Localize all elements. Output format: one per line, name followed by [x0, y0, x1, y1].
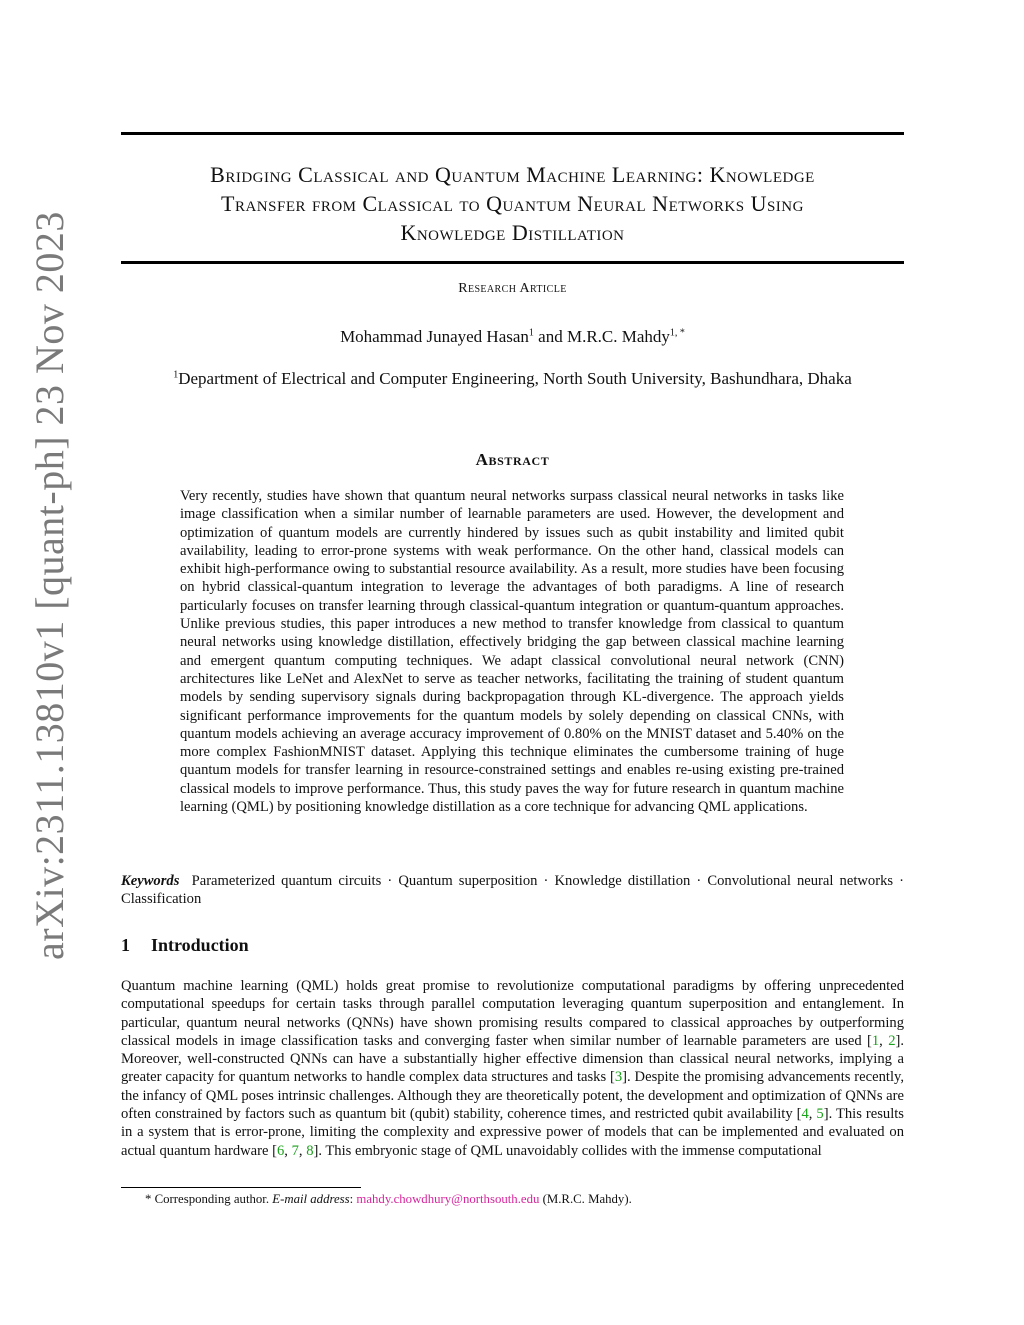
keywords-text: Parameterized quantum circuits · Quantum superposition · Knowledge distillation · Convolutional neural networks · Classification: [121, 873, 905, 907]
section-title: Introduction: [151, 935, 249, 955]
keywords-label: Keywords: [121, 873, 180, 889]
abstract-body: Very recently, studies have shown that quantum neural networks surpass classical neural networks in tasks like image classification when a similar number of learnable parameters are used. However, the development and optimization of quantum models are currently hindered by issues such as qubit instability and limited qubit availability, leading to error-prone systems with weak performance. On the other hand, classical models can exhibit high-performance owing to substantial resource availability. As a result, more studies have been focusing on hybrid classical-quantum integration to leverage the advantages of both paradigms. A line of research particularly focuses on transfer learning through classical-quantum integration or quantum-quantum approaches. Unlike previous studies, this paper introduces a new method to transfer knowledge from classical to quantum neural networks using knowledge distillation, effectively bridging the gap between classical machine learning and emergent quantum computing techniques. We adapt classical convolutional neural network (CNN) architectures like LeNet and AlexNet to serve as teacher networks, facilitating the training of student quantum models by sending supervisory signals during backpropagation through KL-divergence. The approach yields significant performance improvements for the quantum models by solely depending on classical CNNs, with quantum models achieving an average accuracy improvement of 0.80% on the MNIST dataset and 5.40% on the more complex FashionMNIST dataset. Applying this technique eliminates the cumbersome training of huge quantum models for transfer learning in resource-constrained settings and enables re-using existing pre-trained classical models to improve performance. Thus, this study paves the way for future research in quantum machine learning (QML) by positioning knowledge distillation as a core technique for advancing QML applications.: [180, 488, 844, 816]
citation-link[interactable]: 1: [871, 1032, 880, 1049]
section-heading: [121, 935, 249, 956]
intro-text: ]. This results in a system that is error-prone, limiting the complexity and expressive power of models that can be implemented and evaluated on actual quantum hardware [: [121, 1106, 904, 1159]
article-type: Research Article: [458, 281, 567, 296]
author-name: M.R.C. Mahdy: [566, 327, 670, 346]
title-line: Bridging Classical and Quantum Machine Learning: Knowledge: [210, 162, 815, 187]
footnote-rule: [121, 1187, 361, 1188]
intro-text: ,: [879, 1032, 889, 1049]
footnote-label: E-mail address: [272, 1192, 350, 1206]
footnote-colon: :: [349, 1192, 357, 1206]
title-bottom-rule: [121, 261, 904, 264]
affiliation-sup: 1: [173, 369, 179, 381]
author-sup: 1: [528, 327, 534, 339]
affiliation: [121, 369, 904, 389]
intro-text: ]. Moreover, well-constructed QNNs can have a substantially higher effective dimension than classical neural networks, implying a greater capacity for quantum networks to handle complex data structures and tasks [: [121, 1032, 904, 1086]
intro-text: ]. This embryonic stage of QML unavoidably collides with the immense computational: [313, 1142, 822, 1159]
paper-title: [121, 160, 904, 247]
citation-link[interactable]: 4: [801, 1106, 809, 1123]
intro-text: ,: [298, 1142, 307, 1159]
footnote-marker: * Corresponding author.: [145, 1192, 273, 1206]
title-line: Knowledge Distillation: [400, 220, 625, 245]
arxiv-side-stamp: arXiv:2311.13810v1 [quant-ph] 23 Nov 2023: [27, 211, 72, 960]
author-sup: 1, *: [669, 327, 685, 339]
authors: [121, 327, 904, 347]
intro-text: ,: [284, 1142, 292, 1159]
abstract-heading: Abstract: [475, 450, 550, 469]
section-number: 1: [121, 935, 130, 955]
citation-link[interactable]: 5: [816, 1106, 824, 1123]
intro-text: ]. Despite the promising advancements recently, the infancy of QML poses intrinsic challenges. Although they are theoretically potent, the development and optimization of QNNs are often constrained by factors such as quantum bit (qubit) stability, coherence times, and restricted qubit availability [: [121, 1069, 905, 1123]
footnote: [145, 1192, 632, 1207]
footnote-after: (M.R.C. Mahdy).: [539, 1192, 632, 1206]
citation-link[interactable]: 7: [291, 1142, 299, 1159]
intro-text: Quantum machine learning (QML) holds great promise to revolutionize computational paradigms by offering unprecedented computational speedups for certain tasks through parallel computation leveraging quantum superposition and entanglement. In particular, quantum neural networks (QNNs) have shown promising results compared to classical approaches by outperforming classical models in image classification tasks and converging faster when similar number of learnable parameters are used [: [121, 978, 904, 1049]
citation-link[interactable]: 6: [277, 1142, 285, 1159]
title-line: Transfer from Classical to Quantum Neural Networks Using: [221, 191, 804, 216]
author-connector: and: [533, 327, 567, 346]
author-name: Mohammad Junayed Hasan: [340, 327, 529, 346]
affiliation-text: Department of Electrical and Computer Engineering, North South University, Bashundhara, Dhaka: [178, 369, 852, 388]
email-link[interactable]: mahdy.chowdhury@northsouth.edu: [356, 1192, 540, 1206]
keywords: [121, 872, 904, 908]
intro-text: ,: [808, 1106, 817, 1123]
title-top-rule: [121, 132, 904, 135]
introduction-paragraph: [121, 977, 904, 1160]
citation-link[interactable]: 2: [888, 1032, 896, 1049]
citation-link[interactable]: 8: [306, 1142, 314, 1159]
citation-link[interactable]: 3: [614, 1069, 623, 1086]
